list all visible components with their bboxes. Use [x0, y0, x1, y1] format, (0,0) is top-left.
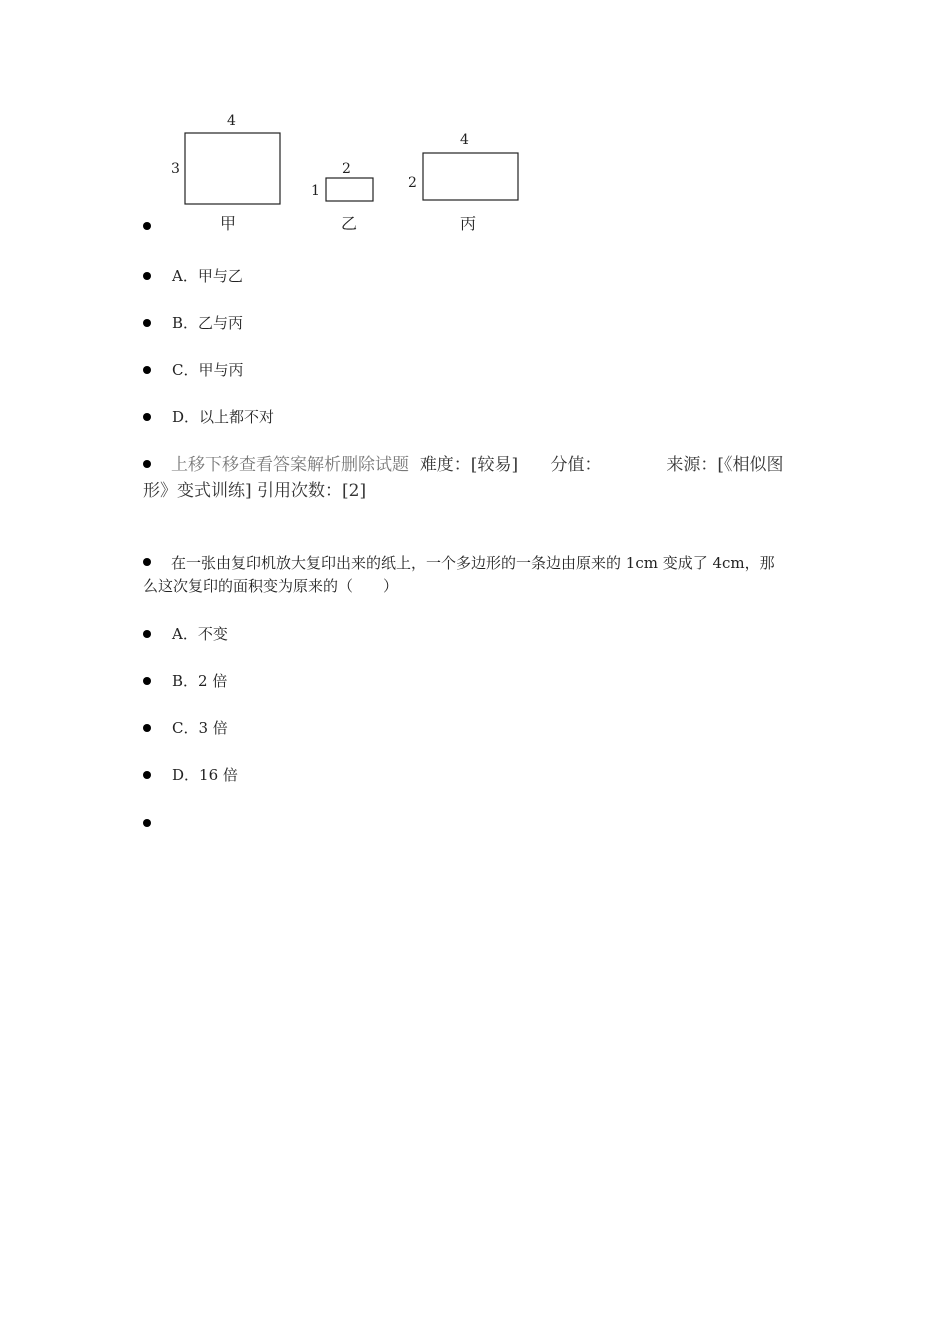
option-a[interactable]	[172, 625, 228, 643]
question-meta	[143, 452, 803, 504]
list-bullet	[143, 366, 151, 374]
option-letter: D．	[172, 408, 200, 426]
option-letter: C．	[172, 719, 199, 737]
option-letter: B．	[172, 314, 199, 332]
list-bullet	[143, 460, 151, 468]
list-bullet	[143, 819, 151, 827]
option-text: 以上都不对	[199, 408, 275, 426]
source-label: 来源：[《相似图形》变式训练]	[143, 455, 784, 501]
rectangles-figure	[160, 105, 540, 235]
list-bullet	[143, 222, 151, 230]
list-bullet	[143, 724, 151, 732]
list-bullet	[143, 272, 151, 280]
option-letter: A．	[172, 267, 198, 285]
score-label: 分值：	[550, 455, 602, 475]
question-actions-link[interactable]: 上移下移查看答案解析删除试题	[171, 455, 409, 475]
list-bullet	[143, 558, 151, 566]
option-letter: C．	[172, 361, 199, 379]
rectangle-yi-name: 乙	[341, 214, 358, 233]
rectangle-jia	[185, 133, 280, 204]
question-stem-text: 在一张由复印机放大复印出来的纸上，一个多边形的一条边由原来的 1cm 变成了 4cm，那么这次复印的面积变为原来的（ ）	[143, 554, 775, 595]
option-text: 3 倍	[198, 719, 228, 737]
citation-count-label: 引用次数：[2]	[257, 481, 367, 501]
rectangle-bing-width-label: 4	[460, 132, 469, 148]
option-text: 不变	[197, 625, 228, 643]
option-b[interactable]	[172, 314, 243, 332]
rectangle-jia-height-label: 3	[171, 161, 180, 177]
option-d[interactable]	[172, 766, 238, 784]
list-bullet	[143, 319, 151, 327]
option-a[interactable]	[172, 267, 243, 285]
rectangle-bing-height-label: 2	[408, 175, 417, 191]
rectangle-jia-width-label: 4	[227, 113, 236, 129]
list-bullet	[143, 771, 151, 779]
rectangle-bing-name: 丙	[460, 214, 477, 233]
rectangle-yi-height-label: 1	[311, 183, 320, 199]
list-bullet	[143, 630, 151, 638]
option-letter: D．	[172, 766, 200, 784]
option-text: 乙与丙	[198, 314, 244, 332]
option-c[interactable]	[172, 361, 244, 379]
rectangle-jia-name: 甲	[220, 214, 237, 233]
list-bullet	[143, 677, 151, 685]
difficulty-label: 难度：[较易]	[419, 455, 519, 475]
option-d[interactable]	[172, 408, 274, 426]
option-c[interactable]	[172, 719, 228, 737]
question-stem	[143, 552, 783, 598]
option-letter: A．	[172, 625, 198, 643]
option-b[interactable]	[172, 672, 227, 690]
option-text: 甲与丙	[198, 361, 244, 379]
option-text: 甲与乙	[197, 267, 243, 285]
option-letter: B．	[172, 672, 199, 690]
option-text: 16 倍	[199, 766, 238, 784]
rectangle-bing	[423, 153, 518, 200]
rectangle-yi-width-label: 2	[342, 161, 351, 177]
list-bullet	[143, 413, 151, 421]
option-text: 2 倍	[198, 672, 228, 690]
rectangle-yi	[326, 178, 373, 201]
